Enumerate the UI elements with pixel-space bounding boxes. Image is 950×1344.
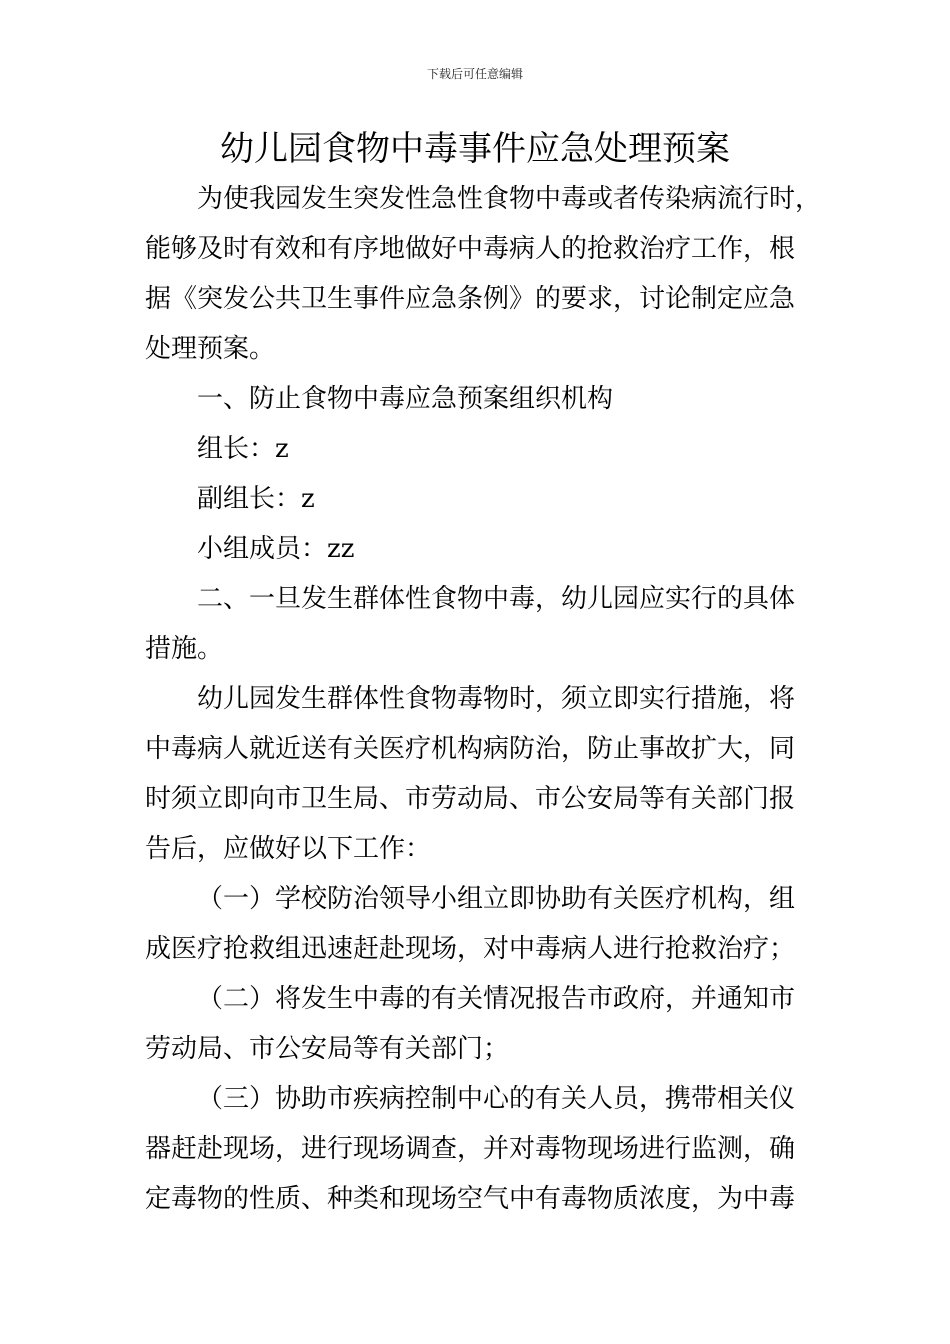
document-title: 幼儿园食物中毒事件应急处理预案 <box>220 129 730 169</box>
paragraph-line: （三）协助市疾病控制中心的有关人员，携带相关仪 <box>197 1084 796 1114</box>
paragraph-line: 劳动局、市公安局等有关部门； <box>145 1034 510 1064</box>
paragraph-line: 副组长：z <box>197 484 315 514</box>
paragraph-line: 时须立即向市卫生局、市劳动局、市公安局等有关部门报 <box>145 784 796 814</box>
paragraph-line: 定毒物的性质、种类和现场空气中有毒物质浓度，为中毒 <box>145 1184 796 1214</box>
paragraph-line: 为使我园发生突发性急性食物中毒或者传染病流行时， <box>197 184 822 214</box>
paragraph-line: 幼儿园发生群体性食物毒物时，须立即实行措施，将 <box>197 684 796 714</box>
paragraph-line: 器赶赴现场，进行现场调查，并对毒物现场进行监测，确 <box>145 1134 796 1164</box>
page-header: 下载后可任意编辑 <box>426 67 523 81</box>
paragraph-line: 措施。 <box>145 634 224 664</box>
section-heading: 一、防止食物中毒应急预案组织机构 <box>197 384 614 414</box>
paragraph-line: 据《突发公共卫生事件应急条例》的要求，讨论制定应急 <box>145 284 796 314</box>
paragraph-line: 中毒病人就近送有关医疗机构病防治，防止事故扩大，同 <box>145 734 796 764</box>
paragraph-line: 组长：z <box>197 434 289 464</box>
paragraph-line: （二）将发生中毒的有关情况报告市政府，并通知市 <box>197 984 796 1014</box>
section-heading: 二、一旦发生群体性食物中毒，幼儿园应实行的具体 <box>197 584 796 614</box>
paragraph-line: 小组成员：zz <box>197 534 355 564</box>
paragraph-line: 成医疗抢救组迅速赶赴现场，对中毒病人进行抢救治疗； <box>145 934 796 964</box>
paragraph-line: 处理预案。 <box>145 334 276 364</box>
paragraph-line: （一）学校防治领导小组立即协助有关医疗机构，组 <box>197 884 796 914</box>
paragraph-line: 告后，应做好以下工作： <box>145 834 432 864</box>
paragraph-line: 能够及时有效和有序地做好中毒病人的抢救治疗工作，根 <box>145 234 796 264</box>
